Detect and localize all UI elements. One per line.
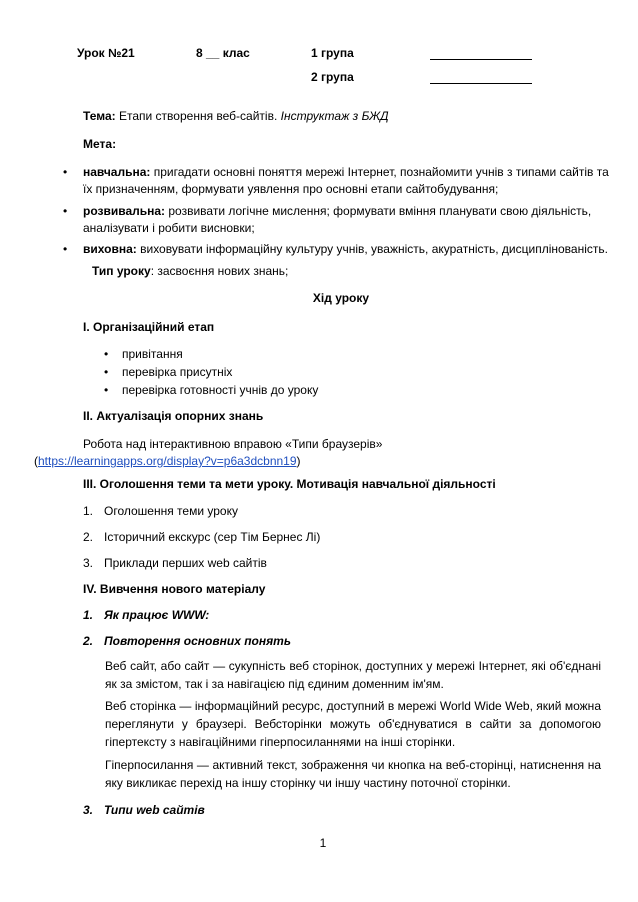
group2-label: 2 група [311, 70, 354, 84]
numbered-item-3 [83, 555, 93, 571]
section1-title: І. Організаційний етап [83, 320, 215, 334]
bullet-icon: • [63, 242, 68, 256]
section2-link-line [34, 453, 301, 469]
definition-webpage: Веб сторінка — інформаційний ресурс, доступний в мережі World Wide Web, який можна переглянути у браузері. Вебсторінки можуть об'єднуватися в сайти за допомогою гіпертексту з навігаційними гіперпосиланнями на інші сторінки. [105, 699, 601, 749]
goal-developmental-cont: аналізувати і робити висновки; [83, 221, 255, 235]
learningapps-link[interactable]: https://learningapps.org/display?v=p6a3dcbnn19 [38, 454, 297, 468]
item-number: 3. [83, 556, 94, 570]
bullet-icon: • [104, 383, 109, 397]
topic-text: Етапи створення веб-сайтів. [118, 109, 278, 123]
goal-developmental [83, 203, 591, 219]
goal-upbringing [83, 241, 608, 257]
section4-title: IV. Вивчення нового матеріалу [83, 582, 266, 596]
goal-educational [83, 164, 609, 180]
paren-close: ) [296, 454, 301, 468]
bullet-icon: • [104, 347, 109, 361]
numbered-item-1 [83, 503, 93, 519]
grade-label: 8 __ клас [196, 46, 250, 60]
sub1-number: 1. [83, 608, 94, 622]
goal-educational-text: пригадати основні поняття мережі Інтернет, познайомити учнів з типами сайтів та [153, 165, 609, 179]
list-item: перевірка присутніх [122, 365, 233, 379]
numbered-item-2 [83, 529, 93, 545]
goal-educational-label: навчальна: [83, 165, 151, 179]
group2-blank [430, 83, 532, 84]
lesson-type-label: Тип уроку [92, 264, 151, 278]
group1-blank [430, 59, 532, 60]
course-title: Хід уроку [312, 291, 370, 305]
section2-title: ІІ. Актуалізація опорних знань [83, 409, 264, 423]
sub2-number: 2. [83, 634, 94, 648]
paren-open: ( [34, 454, 38, 468]
lesson-number: Урок №21 [77, 46, 135, 60]
goal-developmental-text: розвивати логічне мислення; формувати вміння планувати свою діяльність, [168, 204, 592, 218]
topic-line [83, 108, 389, 124]
topic-italic: Інструктаж з БЖД [280, 109, 389, 123]
bullet-icon: • [104, 365, 109, 379]
list-item: привітання [122, 347, 183, 361]
definition-website: Веб сайт, або сайт — сукупність веб сторінок, доступних у мережі Інтернет, які об'єднані як за змістом, так і за навігацією під єдиним доменним ім'ям. [105, 659, 601, 691]
bullet-icon: • [63, 165, 68, 179]
sub3-number: 3. [83, 803, 94, 817]
goal-label: Мета: [83, 137, 117, 151]
goal-upbringing-text: виховувати інформаційну культуру учнів, уважність, акуратність, дисциплінованість. [140, 242, 608, 256]
goal-upbringing-label: виховна: [83, 242, 137, 256]
numbered-item-text: Оголошення теми уроку [104, 504, 238, 518]
item-number: 1. [83, 504, 94, 518]
section3-title: ІІІ. Оголошення теми та мети уроку. Мотивація навчальної діяльності [83, 477, 496, 491]
numbered-item-text: Приклади перших web сайтів [104, 556, 267, 570]
item-number: 2. [83, 530, 94, 544]
sub2-title: Повторення основних понять [104, 634, 291, 648]
section2-text: Робота над інтерактивною вправою «Типи браузерів» [83, 437, 383, 451]
bullet-icon: • [63, 204, 68, 218]
definition-hyperlink: Гіперпосилання — активний текст, зображення чи кнопка на веб-сторінці, натиснення на яку викликає перехід на іншу сторінку чи іншу частину поточної сторінки. [105, 758, 601, 790]
sub1-title: Як працює WWW: [104, 608, 210, 622]
page-number: 1 [319, 836, 327, 850]
sub3-title: Типи web сайтів [104, 803, 205, 817]
topic-label: Тема: [83, 109, 116, 123]
list-item: перевірка готовності учнів до уроку [122, 383, 319, 397]
numbered-item-text: Історичний екскурс (сер Тім Бернес Лі) [104, 530, 321, 544]
lesson-type-text: : засвоєння нових знань; [150, 264, 289, 278]
goal-educational-cont: їх призначенням, формувати уявлення про основні етапи сайтобудування; [83, 182, 499, 196]
group1-label: 1 група [311, 46, 354, 60]
goal-developmental-label: розвивальна: [83, 204, 166, 218]
lesson-type [92, 263, 288, 279]
